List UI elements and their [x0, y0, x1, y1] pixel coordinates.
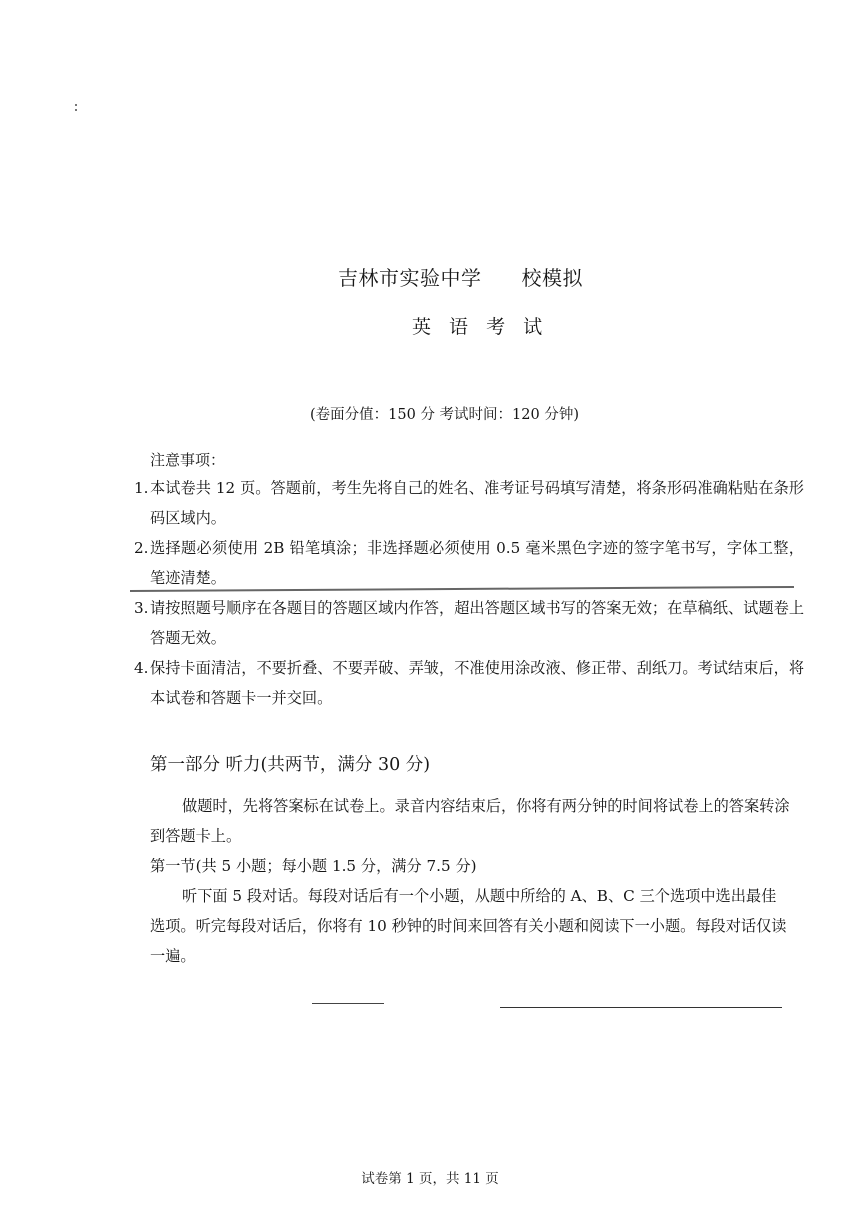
- notice-item: [134, 593, 804, 653]
- section-one-title: 第一节(共 5 小题；每小题 1.5 分，满分 7.5 分): [150, 857, 477, 875]
- notice-item-text: 保持卡面清洁，不要折叠、不要弄破、弄皱，不准使用涂改液、修正带、刮纸刀。考试结束后，将本试卷和答题卡一并交回。: [150, 659, 804, 707]
- notice-item-text: 请按照题号顺序在各题目的答题区域内作答，超出答题区域书写的答案无效；在草稿纸、试题卷上答题无效。: [150, 599, 804, 647]
- notice-item-number: 1.: [134, 479, 149, 497]
- part-one-body: [150, 791, 790, 971]
- section-one-instructions: 听下面 5 段对话。每段对话后有一个小题，从题中所给的 A、B、C 三个选项中选出最佳选项。听完每段对话后，你将有 10 秒钟的时间来回答有关小题和阅读下一小题。每段对话仅读一遍。: [150, 887, 787, 965]
- scan-speck: [75, 104, 77, 114]
- exam-score-time: (卷面分值：150 分 考试时间：120 分钟): [310, 407, 579, 423]
- notice-list: [134, 473, 804, 713]
- notice-item: [134, 653, 804, 713]
- notice-heading: 注意事项：: [150, 451, 226, 469]
- school-name: 吉林市实验中学: [338, 266, 482, 290]
- notice-item-number: 3.: [134, 599, 149, 617]
- part-one-title: 第一部分 听力(共两节，满分 30 分): [150, 755, 431, 775]
- exam-school-title: [338, 262, 583, 291]
- exam-subject: 英 语 考 试: [412, 316, 549, 338]
- notice-item: [134, 533, 804, 593]
- divider-short: [312, 1003, 384, 1004]
- notice-item-text: 本试卷共 12 页。答题前，考生先将自己的姓名、准考证号码填写清楚，将条形码准确粘贴在条形码区域内。: [150, 479, 804, 527]
- notice-item-text: 选择题必须使用 2B 铅笔填涂；非选择题必须使用 0.5 毫米黑色字迹的签字笔书写，字体工整，笔迹清楚。: [150, 539, 804, 587]
- page-footer: 试卷第 1 页，共 11 页: [361, 1171, 499, 1187]
- notice-item-number: 4.: [134, 659, 149, 677]
- notice-item: [134, 473, 804, 533]
- exam-type: 校模拟: [521, 266, 583, 290]
- notice-item-number: 2.: [134, 539, 149, 557]
- divider-long: [500, 1007, 782, 1008]
- part-one-intro: 做题时，先将答案标在试卷上。录音内容结束后，你将有两分钟的时间将试卷上的答案转涂到答题卡上。: [150, 797, 790, 845]
